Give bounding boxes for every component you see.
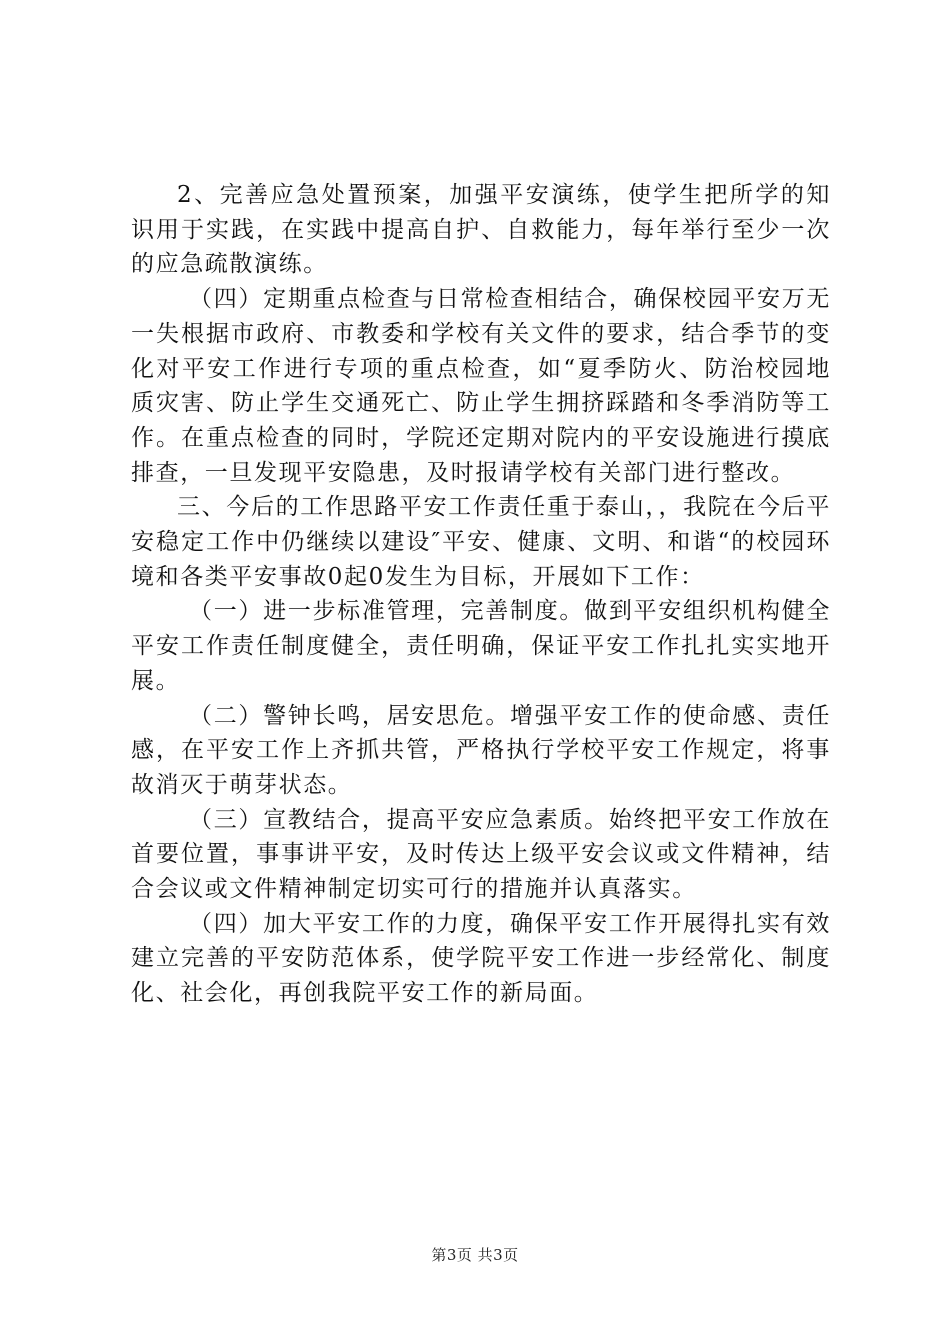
paragraph-vigilance: （二）警钟长鸣，居安思危。增强平安工作的使命感、责任感，在平安工作上齐抓共管，严格执行学校平安工作规定，将事故消灭于萌芽状态。: [131, 702, 831, 798]
paragraph-management: （一）进一步标准管理，完善制度。做到平安组织机构健全平安工作责任制度健全，责任明确，保证平安工作扎扎实实地开展。: [131, 598, 831, 694]
paragraph-education: （三）宣教结合，提高平安应急素质。始终把平安工作放在首要位置，事事讲平安，及时传达上级平安会议或文件精神，结合会议或文件精神制定切实可行的措施并认真落实。: [131, 806, 831, 903]
paragraph-future-work: 三、今后的工作思路平安工作责任重于泰山，，我院在今后平安稳定工作中仍继续以建设″平安、健康、文明、和谐“的校园环境和各类平安事故0起0发生为目标，开展如下工作：: [131, 494, 831, 590]
paragraph-emergency-plan: 2、完善应急处置预案，加强平安演练，使学生把所学的知识用于实践，在实践中提高自护、自救能力，每年举行至少一次的应急疏散演练。: [131, 182, 831, 278]
document-body: [131, 178, 831, 1011]
page-footer: 第3页 共3页: [431, 1246, 519, 1264]
paragraph-inspection: （四）定期重点检查与日常检查相结合，确保校园平安万无一失根据市政府、市教委和学校有关文件的要求，结合季节的变化对平安工作进行专项的重点检查，如“夏季防火、防治校园地质灾害、防止学生交通死亡、防止学生拥挤踩踏和冬季消防等工作。在重点检查的同时，学院还定期对院内的平安设施进行摸底排查，一旦发现平安隐患，及时报请学校有关部门进行整改。: [131, 286, 831, 486]
paragraph-strengthen: （四）加大平安工作的力度，确保平安工作开展得扎实有效建立完善的平安防范体系，使学院平安工作进一步经常化、制度化、社会化，再创我院平安工作的新局面。: [131, 910, 831, 1007]
